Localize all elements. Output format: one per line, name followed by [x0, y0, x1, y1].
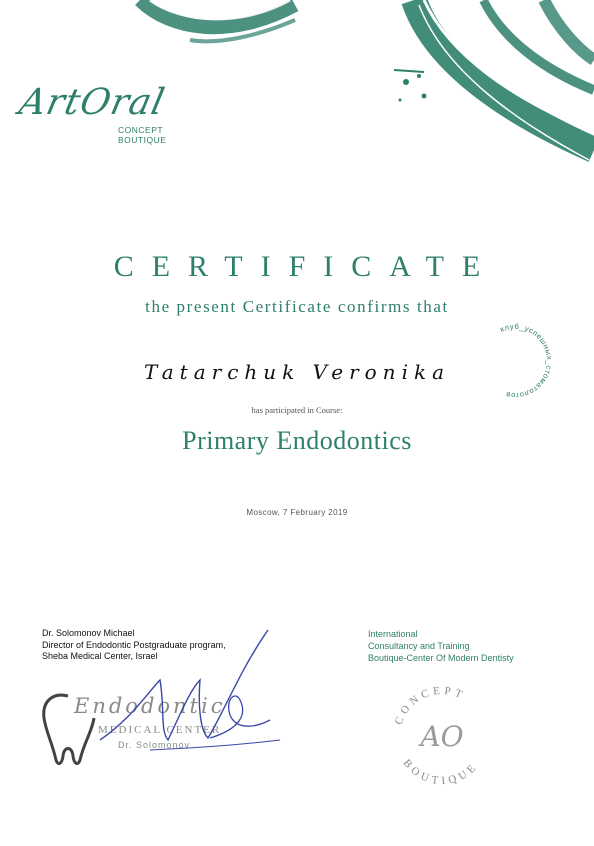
certificate-title: CERTIFICATE [113, 250, 499, 283]
artoral-logo-script: ArtOral [15, 82, 169, 123]
course-name: Primary Endodontics [182, 426, 412, 455]
svg-text:BOUTIQUE [401, 757, 481, 787]
signer-name: Dr. Solomonov Michael [42, 628, 135, 638]
issue-date: Moscow, 7 February 2019 [246, 508, 348, 517]
round-stamp-text: клуб_успешных_стоматологов [498, 321, 555, 401]
seal-top-arc: CONCEPT [392, 684, 468, 727]
brush-stroke-decoration-right [394, 0, 594, 170]
artoral-logo-subtitle: CONCEPT BOUTIQUE [118, 125, 167, 145]
emc-logo-main: Endodontic [74, 694, 226, 718]
seal-bottom-arc: BOUTIQUE [400, 757, 481, 788]
seal-monogram: AO [420, 720, 464, 753]
handwritten-signature [90, 620, 290, 760]
participation-text: has participated in Course: [251, 405, 343, 415]
certificate-subtitle: the present Certificate confirms that [145, 297, 449, 316]
brush-stroke-decoration-left [130, 0, 300, 50]
concept-boutique-seal [382, 680, 502, 790]
emc-logo-doctor: Dr. Solomonov [118, 740, 191, 750]
organization-line3: Boutique-Center Of Modern Dentisty [368, 653, 514, 663]
recipient-name: Tatarchuk Veronika [143, 360, 451, 384]
emc-logo-sub: MEDICAL CENTER [98, 724, 222, 736]
organization-block [368, 628, 578, 664]
organization-line1: International [368, 629, 418, 639]
organization-line2: Consultancy and Training [368, 641, 470, 651]
artoral-logo [15, 80, 200, 150]
signer-title-line2: Sheba Medical Center, Israel [42, 651, 158, 661]
signer-title-line1: Director of Endodontic Postgraduate program, [42, 639, 226, 650]
